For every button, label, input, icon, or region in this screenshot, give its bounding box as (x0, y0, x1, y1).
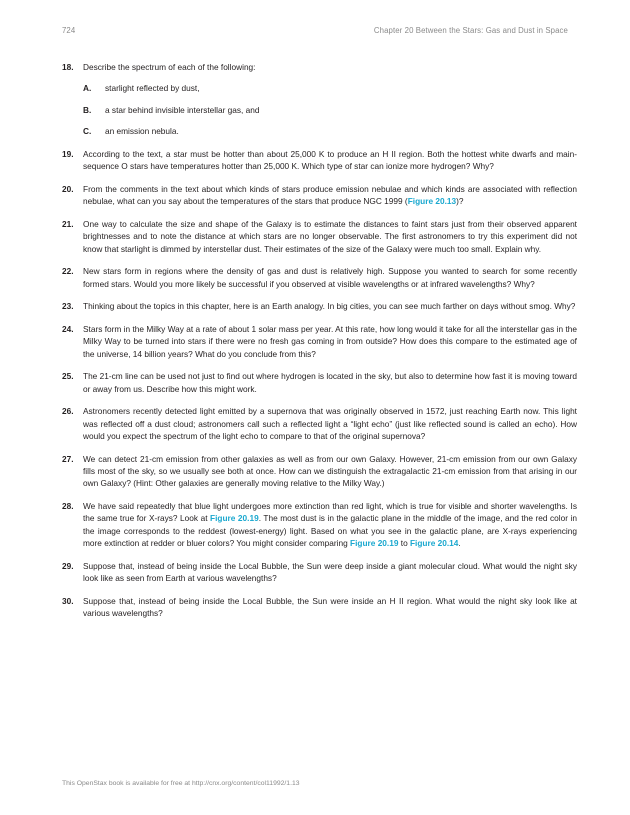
question-20 (62, 183, 577, 208)
question-24 (62, 323, 577, 360)
option-letter: A. (83, 83, 92, 94)
option-text: an emission nebula. (105, 126, 179, 137)
question-number: 26. (62, 406, 74, 417)
option-text: starlight reflected by dust, (105, 83, 200, 94)
question-number: 18. (62, 62, 74, 72)
question-text: Stars form in the Milky Way at a rate of about 1 solar mass per year. At this rate, how long would it take for all the interstellar gas in the Milky Way to be turned into stars if there were no fresh gas coming in from outside? How does this compare to the estimated age of the universe, 14 billion years? What do you conclude from this? (83, 323, 577, 359)
question-number: 27. (62, 453, 74, 464)
question-text: Astronomers recently detected light emitted by a supernova that was originally observed in 1572, just reaching Earth now. This light was reflected off a dust cloud; astronomers call such a reflected light a “light echo” (just like reflected sound is called an echo). How would you expect the spectrum of the light echo to compare to that of the original supernova? (83, 406, 577, 442)
figure-link[interactable]: Figure 20.19 (350, 538, 399, 549)
question-text: Suppose that, instead of being inside the Local Bubble, the Sun were deep inside a giant molecular cloud. What would the night sky look like as seen from Earth at various wavelengths? (83, 560, 577, 584)
option-a (83, 82, 577, 94)
figure-link[interactable]: Figure 20.19 (210, 513, 259, 524)
question-18 (62, 61, 577, 138)
figure-link[interactable]: Figure 20.14 (409, 538, 459, 549)
exercise-list (62, 61, 577, 630)
question-text: )? (456, 196, 464, 207)
question-27 (62, 453, 577, 490)
question-text: Suppose that, instead of being inside the Local Bubble, the Sun were inside an H II region. What would the night sky look like at various wavelengths? (83, 595, 577, 619)
question-text: One way to calculate the size and shape of the Galaxy is to estimate the distances to faint stars just from their observed apparent brightnesses and to note the distance at which stars are no longer observable. The first astronomers to try this experiment did not know that starlight is dimmed by interstellar dust. Their estimates of the size of the Galaxy were much too small. Explain why. (83, 218, 577, 254)
question-text: We have said repeatedly that blue light undergoes more extinction than red light, which is true for visible and shorter wavelengths. Is the same true for X-rays? Look at (83, 501, 577, 524)
question-text: New stars form in regions where the density of gas and dust is relatively high. Suppose you wanted to search for some recently formed stars. Would you more likely be successful if you observed at visible wavelengths or at infrared wavelengths? Why? (83, 266, 577, 289)
question-text: From the comments in the text about which kinds of stars produce emission nebulae and which kinds are associated with reflection nebulae, what can you say about the temperatures of the stars that produce NGC 1999 ( (83, 183, 577, 207)
question-number: 22. (62, 266, 74, 277)
question-23 (62, 300, 577, 312)
question-text: We can detect 21-cm emission from other galaxies as well as from our own Galaxy. However, 21-cm emission from our own Galaxy fills most of the sky, so we usually see both at once. How can we distinguish the extragalactic 21-cm emission from that arising in our own Galaxy? (Hint: Other galaxies are generally moving relative to the Milky Way.) (83, 453, 577, 489)
question-text: According to the text, a star must be hotter than about 25,000 K to produce an H II region. Both the hottest white dwarfs and main-sequence O stars have temperatures hotter than 25,000 K. Which type of star can ionize more hydrogen? Why? (83, 148, 577, 172)
question-number: 24. (62, 323, 74, 334)
question-26 (62, 405, 577, 442)
option-letter: C. (83, 126, 92, 137)
question-29 (62, 560, 577, 585)
question-text: The 21-cm line can be used not just to find out where hydrogen is located in the sky, but also to determine how fast it is moving toward or away from us. Describe how this might work. (83, 371, 577, 394)
question-25 (62, 370, 577, 395)
question-number: 28. (62, 501, 74, 512)
question-text: . The most dust is in the galactic plane in the middle of the image, and the red color in the image corresponds to the reddest (lowest-energy) light. Based on what you see in the galactic plane, are X-rays experiencing more extinction at redder or bluer colors? You might consider comparing (83, 513, 577, 549)
question-number: 19. (62, 148, 74, 159)
option-letter: B. (83, 104, 92, 115)
question-21 (62, 218, 577, 255)
chapter-running-head: Chapter 20 Between the Stars: Gas and Dust in Space (373, 26, 568, 35)
option-b (83, 104, 577, 116)
question-text: Describe the spectrum of each of the following: (83, 62, 256, 72)
question-text: to (398, 538, 410, 549)
question-text: . (458, 538, 461, 549)
answer-options (83, 82, 577, 137)
page-number: 724 (62, 26, 76, 35)
figure-link[interactable]: Figure 20.13 (407, 196, 457, 207)
question-number: 20. (62, 183, 74, 194)
question-number: 29. (62, 560, 74, 571)
question-text: Thinking about the topics in this chapter, here is an Earth analogy. In big cities, you can see much farther on days without smog. Why? (83, 301, 576, 312)
question-number: 21. (62, 218, 74, 229)
question-number: 30. (62, 595, 74, 606)
question-number: 23. (62, 301, 74, 312)
option-c (83, 125, 577, 137)
question-30 (62, 595, 577, 620)
page-footer: This OpenStax book is available for free at http://cnx.org/content/col11992/1.13 (62, 780, 300, 787)
option-text: a star behind invisible interstellar gas, and (105, 104, 260, 115)
question-number: 25. (62, 371, 74, 382)
question-22 (62, 265, 577, 290)
question-28 (62, 500, 577, 550)
question-19 (62, 148, 577, 173)
